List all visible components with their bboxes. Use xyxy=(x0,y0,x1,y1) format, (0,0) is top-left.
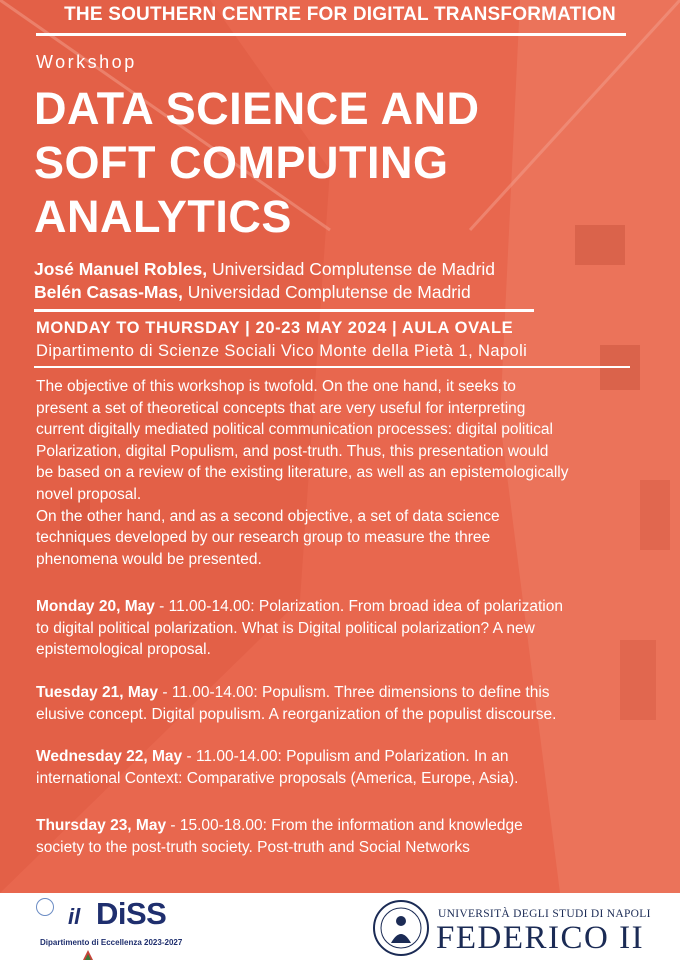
diss-logo-prefix: il xyxy=(68,904,81,929)
schedule-text: epistemological proposal. xyxy=(36,641,211,659)
venue-divider xyxy=(34,366,630,368)
schedule-text: - 11.00-14.00: Populism. Three dimensions to define this xyxy=(158,684,550,701)
speaker-affiliation: Universidad Complutense de Madrid xyxy=(182,282,471,302)
schedule-item-monday xyxy=(36,596,646,661)
schedule-text: international Context: Comparative proposals (America, Europe, Asia). xyxy=(36,769,519,787)
diss-logo: DiSS xyxy=(96,896,167,931)
excellence-mark-icon xyxy=(82,949,94,961)
speakers-divider xyxy=(34,309,534,312)
schedule-day: Wednesday 22, May xyxy=(36,748,183,765)
schedule-text: - 11.00-14.00: Populism and Polarization. In an xyxy=(182,748,509,765)
university-seal-icon xyxy=(372,899,430,957)
event-title xyxy=(34,82,480,244)
workshop-label: Workshop xyxy=(36,52,137,72)
schedule-text: elusive concept. Digital populism. A reorganization of the populist discourse. xyxy=(36,705,557,723)
speaker-2 xyxy=(34,282,471,303)
schedule-text: society to the post-truth society. Post-truth and Social Networks xyxy=(36,838,470,856)
university-emblem-icon xyxy=(36,898,54,916)
schedule-item-wednesday xyxy=(36,746,646,789)
event-dates: MONDAY TO THURSDAY | 20-23 MAY 2024 | AULA OVALE xyxy=(36,319,514,337)
speaker-name: José Manuel Robles, xyxy=(34,259,208,279)
schedule-text: - 15.00-18.00: From the information and knowledge xyxy=(166,817,523,834)
schedule-day: Monday 20, May xyxy=(36,598,155,615)
schedule-day: Tuesday 21, May xyxy=(36,684,159,701)
header-divider xyxy=(36,33,626,36)
title-line: ANALYTICS xyxy=(34,191,292,242)
schedule-day: Thursday 23, May xyxy=(36,817,167,834)
diss-subtitle: Dipartimento di Eccellenza 2023-2027 xyxy=(40,938,183,947)
title-line: DATA SCIENCE AND xyxy=(34,83,480,134)
speaker-name: Belén Casas-Mas, xyxy=(34,282,183,302)
event-venue: Dipartimento di Scienze Sociali Vico Monte della Pietà 1, Napoli xyxy=(36,342,528,360)
description-line: be based on a review of the existing literature, as well as an epistemologically xyxy=(36,464,569,482)
speaker-1 xyxy=(34,259,495,280)
schedule-item-tuesday xyxy=(36,682,646,725)
description-line: The objective of this workshop is twofold. On the one hand, it seeks to xyxy=(36,378,516,395)
organization-name: THE SOUTHERN CENTRE FOR DIGITAL TRANSFORMATION xyxy=(64,4,616,25)
description-line: present a set of theoretical concepts that are very useful for interpreting xyxy=(36,399,526,417)
description-line: phenomena would be presented. xyxy=(36,550,262,568)
description-line: Polarization, digital Populism, and post-truth. Thus, this presentation would xyxy=(36,442,549,460)
schedule-item-thursday xyxy=(36,815,646,858)
schedule-text: - 11.00-14.00: Polarization. From broad idea of polarization xyxy=(154,598,563,615)
speaker-affiliation: Universidad Complutense de Madrid xyxy=(207,259,496,279)
university-name-large: FEDERICO II xyxy=(436,920,645,956)
description-line: current digitally mediated political communication processes: digital political xyxy=(36,421,553,439)
description-line: On the other hand, and as a second objective, a set of data science xyxy=(36,507,500,525)
university-name-small: UNIVERSITÀ DEGLI STUDI DI NAPOLI xyxy=(438,908,651,920)
description-line: novel proposal. xyxy=(36,485,142,503)
schedule-text: to digital political polarization. What is Digital political polarization? A new xyxy=(36,619,535,637)
description-line: techniques developed by our research group to measure the three xyxy=(36,529,491,547)
title-line: SOFT COMPUTING xyxy=(34,137,449,188)
description xyxy=(36,376,636,570)
